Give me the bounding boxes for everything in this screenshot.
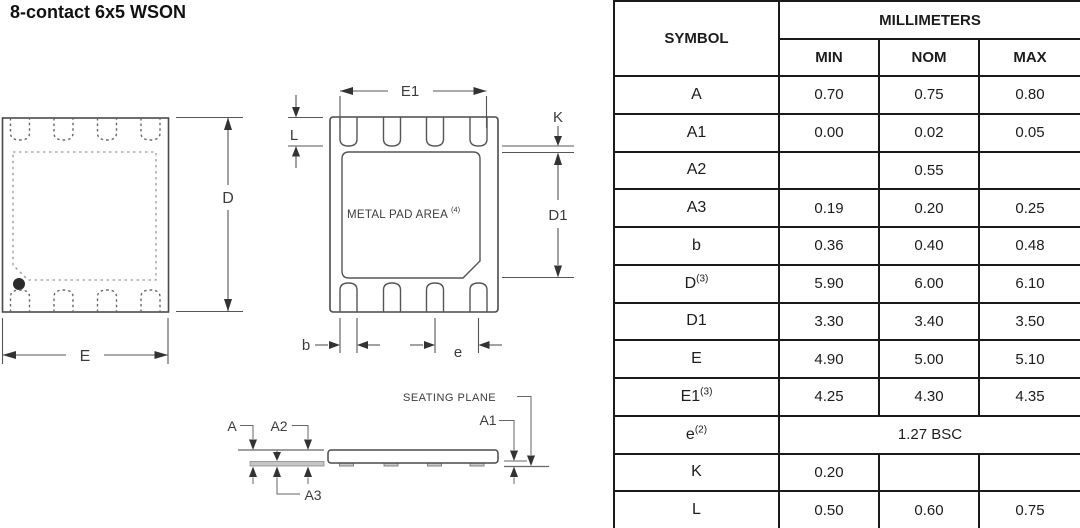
nom-cell: 0.02: [879, 114, 979, 152]
bottom-view-drawing: [288, 83, 574, 361]
dim-A1: [479, 412, 518, 484]
min-cell: [779, 152, 879, 190]
table-row: [614, 152, 1080, 190]
dim-A3: [273, 451, 322, 504]
header-millimeters: MILLIMETERS: [779, 1, 1080, 39]
dim-b-label: b: [301, 337, 311, 354]
symbol-cell: $D^{(3)}$: [614, 265, 779, 303]
min-cell: 0.36: [779, 227, 879, 265]
side-view-drawing: [227, 392, 549, 503]
min-cell: 3.30: [779, 303, 879, 341]
min-cell: 0.19: [779, 189, 879, 227]
max-cell: 5.10: [979, 340, 1080, 378]
min-cell: 4.25: [779, 378, 879, 416]
dim-L: [288, 95, 323, 168]
nom-cell: 0.55: [879, 152, 979, 190]
table-row: [614, 114, 1080, 152]
max-cell: 0.80: [979, 76, 1080, 114]
seating-plane-label: SEATING PLANE: [403, 392, 497, 404]
terminal-thickness-strip: [250, 462, 324, 467]
symbol-cell: A1: [614, 114, 779, 152]
nom-cell: 0.40: [879, 227, 979, 265]
dim-A2-label: A2: [270, 418, 288, 434]
metal-pad-area-footnote: (4): [451, 205, 461, 214]
dim-D: [176, 118, 243, 312]
min-cell: 0.20: [779, 454, 879, 492]
dim-E1: [340, 83, 487, 128]
symbol-cell: E1$^{(3)}$: [614, 378, 779, 416]
nom-cell: 0.20: [879, 189, 979, 227]
min-cell: 0.50: [779, 491, 879, 528]
dim-e: [410, 318, 502, 361]
dim-e-label: e: [453, 344, 463, 361]
table-row: [614, 491, 1080, 528]
symbol-cell: E: [614, 340, 779, 378]
table-row: [614, 189, 1080, 227]
dim-D-label: D: [222, 190, 234, 207]
table-row: [614, 265, 1080, 303]
symbol-cell: b: [614, 227, 779, 265]
max-cell: 3.50: [979, 303, 1080, 341]
nom-cell: [879, 454, 979, 492]
nom-cell: 0.60: [879, 491, 979, 528]
symbol-cell: A3: [614, 189, 779, 227]
package-outline: [3, 118, 169, 312]
nom-cell: 0.75: [879, 76, 979, 114]
top-view-drawing: [3, 118, 244, 366]
dim-D1: [502, 153, 574, 278]
dim-L-label: L: [289, 127, 299, 144]
bottom-hidden-pads: [11, 290, 161, 312]
min-cell: 0.00: [779, 114, 879, 152]
nom-cell: 5.00: [879, 340, 979, 378]
span-cell: 1.27 BSC: [779, 416, 1080, 454]
dim-K: [502, 109, 574, 153]
nom-cell: 3.40: [879, 303, 979, 341]
min-cell: 5.90: [779, 265, 879, 303]
max-cell: 0.75: [979, 491, 1080, 528]
bottom-pads: [340, 283, 487, 312]
symbol-cell: A: [614, 76, 779, 114]
header-min: MIN: [779, 39, 879, 76]
dim-A-label: A: [227, 418, 237, 434]
table-row: [614, 378, 1080, 416]
table-row: [614, 76, 1080, 114]
top-pads: [340, 117, 487, 146]
symbol-cell: D1: [614, 303, 779, 341]
table-row: [614, 340, 1080, 378]
symbol-cell: K: [614, 454, 779, 492]
table-row: [614, 227, 1080, 265]
nom-cell: 6.00: [879, 265, 979, 303]
dimensions-table: [613, 0, 1080, 528]
table-row: [614, 454, 1080, 492]
dim-A1-label: A1: [479, 412, 497, 428]
header-symbol: SYMBOL: [614, 1, 779, 76]
dim-A3-label: A3: [304, 487, 322, 503]
pin1-indicator-dot: [13, 278, 25, 290]
symbol-cell: L: [614, 491, 779, 528]
dim-E: [3, 318, 169, 365]
dim-A: [227, 418, 257, 484]
max-cell: [979, 152, 1080, 190]
top-hidden-pads: [11, 118, 161, 140]
min-cell: 0.70: [779, 76, 879, 114]
max-cell: 0.48: [979, 227, 1080, 265]
die-pad-hidden-outline: [13, 152, 156, 280]
max-cell: 4.35: [979, 378, 1080, 416]
max-cell: 0.05: [979, 114, 1080, 152]
symbol-cell: A2: [614, 152, 779, 190]
dim-E1-label: E1: [400, 83, 420, 100]
max-cell: 0.25: [979, 189, 1080, 227]
dim-D1-label: D1: [548, 207, 568, 224]
min-cell: 4.90: [779, 340, 879, 378]
package-body-side: [328, 450, 498, 463]
header-max: MAX: [979, 39, 1080, 76]
header-nom: NOM: [879, 39, 979, 76]
metal-pad-area-label: METAL PAD AREA: [347, 209, 449, 221]
symbol-cell: $e^{(2)}$: [614, 416, 779, 454]
max-cell: [979, 454, 1080, 492]
table-row: [614, 303, 1080, 341]
nom-cell: 4.30: [879, 378, 979, 416]
max-cell: 6.10: [979, 265, 1080, 303]
table-row: [614, 416, 1080, 454]
dim-E-label: E: [79, 348, 91, 365]
dim-K-label: K: [552, 109, 564, 126]
dim-b: [302, 318, 380, 354]
page-title: 8-contact 6x5 WSON: [10, 2, 187, 22]
